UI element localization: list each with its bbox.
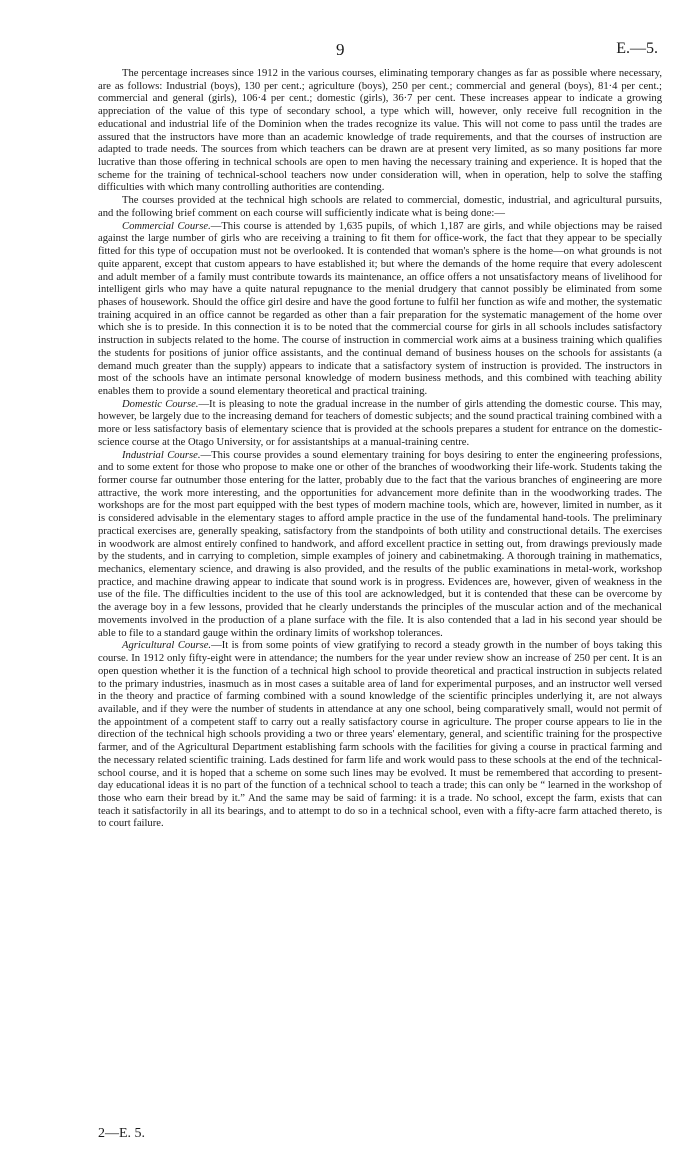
page-number: 9	[336, 40, 345, 59]
paragraph-text: —It is from some points of view gratifying to record a steady growth in the number of boys taking this course. In 1912 only fifty-eight were in attendance; the numbers for the year under review show an increase of 250 per cent. It is an open question whether it is the function of a technical high school to provide theoretical and practical instruction in subjects related to the primary industries, inasmuch as in most cases a suitable area of land for experimental purposes, and an instructor well versed in the theory and practice of farming combined with a sound knowledge of the scientific principles underlying it, are not always available, and if they were the number of students in attendance at any one school, being comparatively small, would not permit of the appointment of a competent staff to carry out a really satisfactory course in agriculture. The proper course appears to lie in the direction of the technical high schools providing a two or three years' elementary, general, and scientific training for the prospective farmer, and of the Agricultural Department establishing farm schools with the facilities for giving a course in practical farming and the necessary related scientific training. Lads destined for farm life and work would pass to these schools at the end of the technical-school course, and it is hoped that a scheme on some such lines may be evolved. It must be remembered that according to present-day educational ideas it is no part of the function of a technical school to teach a trade; this can only be “ learned in the workshop of those who earn their bread by it.” And the same may be said of farming: it is a trade. No school, except the farm, exists that can teach it satisfactorily in all its bearings, and to attempt to do so in a technical school, even with a fifty-acre farm attached thereto, is to court failure.	[98, 640, 662, 830]
paragraph-commercial	[98, 221, 662, 399]
section-heading: Domestic Course.	[122, 398, 199, 410]
paragraph-text: The percentage increases since 1912 in the various courses, eliminating temporary changes as far as possible where necessary, are as follows: Industrial (boys), 130 per cent.; agriculture (boys), 250 per cent.; commercial and general (boys), 81·4 per cent.; commercial and general (girls), 106·4 per cent.; domestic (girls), 36·7 per cent. These increases appear to indicate a growing appreciation of the value of this type of secondary school, a type which will, however, only receive full recognition in the educational and industrial life of the Dominion when the trades recognize its value. This will not come to pass until the trades are assured that the instructors have more than an academic knowledge of trade requirements, and that the courses of instruction are adapted to trade needs. The sources from which teachers can be drawn are at present very limited, as so many positions far more lucrative than those offering in technical schools are open to men having the necessary training and experience. It is hoped that the scheme for the training of technical-school teachers now under consideration will, when in operation, help to solve the staffing difficulties with which many controlling authorities are contending.	[98, 68, 662, 194]
section-heading: Commercial Course.	[122, 220, 211, 232]
paragraph-domestic	[98, 399, 662, 450]
document-body	[98, 68, 662, 831]
document-reference: E.—5.	[616, 40, 658, 57]
section-heading: Agricultural Course.	[122, 640, 212, 652]
paragraph-text: —This course provides a sound elementary training for boys desiring to enter the engineering professions, and to some extent for those who propose to make one or other of the branches of woodworking their life-work. Students taking the former course far outnumber those entering for the latter, probably due to the fact that the various branches of engineering are more attractive, the work more interesting, and the opportunities for advancement more definite than in the woodworking trades. The workshops are for the most part equipped with the best types of modern machine tools, which are, however, limited in number, as it is considered advisable in the elementary stages to afford ample practice in the use of the fundamental hand-tools. The preliminary practical exercises are, generally speaking, satisfactory from the standpoints of both utility and constructional details. The exercises in woodwork are almost entirely confined to handwork, and afford excellent practice in setting out, from drawings previously made by the students, and in carrying to completion, simple examples of joinery and cabinetmaking. A thorough training in mathematics, mechanics, elementary science, and drawing is also provided, and the results of the public examinations in metal-work, workshop practice, and machine drawing appear to indicate that sound work is in progress. Evidences are, however, given of weakness in the use of the file. The difficulties incident to the use of this tool are acknowledged, but it is contended that these can be overcome by the average boy in a few lessons, provided that he clearly understands the principles of the muscular action and of the mechanical movements involved in the production of a plane surface with the file. It is also contended that a lad in his second year should be able to file to a standard gauge within the ordinary limits of workshop tolerances.	[98, 449, 662, 639]
signature-mark: 2—E. 5.	[98, 1126, 146, 1141]
paragraph-text: —It is pleasing to note the gradual increase in the number of girls attending the domestic course. This may, however, be largely due to the increasing demand for teachers of domestic subjects; and the sound practical training combined with a more or less satisfactory basis of elementary science that is provided at the schools prepares a student for entrance on the domestic-science course at the Otago University, or for assistantships at a manual-training centre.	[98, 398, 662, 448]
paragraph-text: The courses provided at the technical high schools are related to commercial, domestic, industrial, and agricultural pursuits, and the following brief comment on each course will sufficiently indicate what is being done:—	[98, 195, 662, 219]
paragraph-increases	[98, 68, 662, 195]
paragraph-text: —This course is attended by 1,635 pupils, of which 1,187 are girls, and while objections may be raised against the large number of girls who are receiving a training to fit them for office-work, the fact that they appear to be specially fitted for this type of occupation must not be overlooked. It is contended that woman's sphere is the home—on what grounds is not quite apparent, except that custom appears to have established it; but where the demands of the home require that every adolescent and adult member of a family must contribute towards its maintenance, an office offers a not unsatisfactory means of livelihood for intelligent girls who may have a quite natural repugnance to the menial drudgery that cannot possibly be eliminated from some phases of housework. Should the office girl desire and have the good fortune to fulfil her function as wife and mother, the systematic training acquired in an office cannot be regarded as other than a fair preparation for the systematic management of the home over which she is to preside. In this connection it is to be noted that the commercial course for girls in all schools includes satisfactory instruction in subjects related to the home. The course of instruction in commercial work aims at a business training which qualifies the students for positions of junior office assistants, and the continual demand of business houses on the schools for assistants (a demand much greater than the supply) appears to indicate that a satisfactory system of instruction is provided. The instructors in most of the schools have an intimate personal knowledge of modern business methods, and this combined with teaching ability enables them to provide a sound elementary theoretical and practical training.	[98, 220, 662, 397]
section-heading: Industrial Course.	[122, 449, 201, 461]
paragraph-agricultural	[98, 640, 662, 831]
paragraph-industrial	[98, 450, 662, 641]
paragraph-courses-intro	[98, 195, 662, 220]
